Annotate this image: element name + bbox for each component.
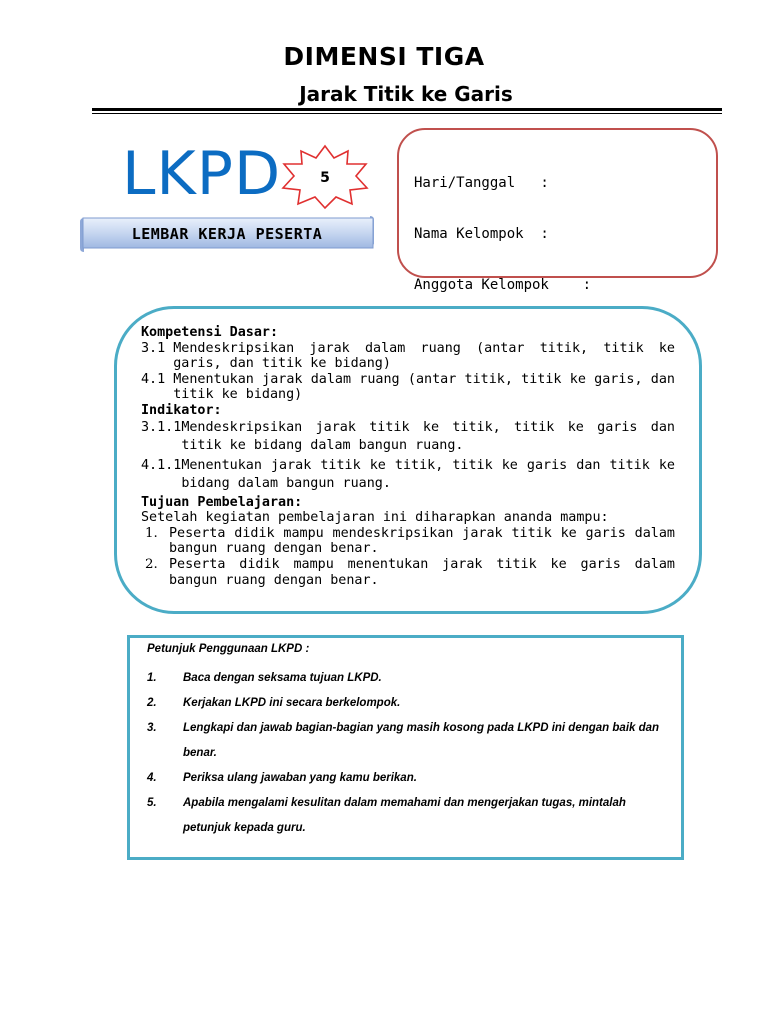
kd-item: 4.1 Menentukan jarak dalam ruang (antar titik, titik ke garis, dan titik ke bidang): [141, 371, 675, 403]
group-members-field-label: Anggota Kelompok :: [414, 277, 592, 293]
objective-item: 2. Peserta didik mampu menentukan jarak titik ke garis dalam bangun ruang dengan benar.: [145, 556, 675, 588]
document-subtitle: Jarak Titik ke Garis: [299, 82, 513, 106]
objective-heading: Tujuan Pembelajaran:: [141, 494, 303, 510]
kd-item: 3.1 Mendeskripsikan jarak dalam ruang (antar titik, titik ke garis, dan titik ke bidang): [141, 340, 675, 372]
instruction-item: 5. Apabila mengalami kesulitan dalam memahami dan mengerjakan tugas, mintalah petunjuk kepada guru.: [147, 797, 626, 834]
indicator-heading: Indikator:: [141, 402, 222, 418]
objective-item: 1. Peserta didik mampu mendeskripsikan jarak titik ke garis dalam bangun ruang dengan benar.: [145, 525, 675, 557]
objective-intro: Setelah kegiatan pembelajaran ini diharapkan ananda mampu:: [141, 510, 609, 526]
instruction-item: 2. Kerjakan LKPD ini secara berkelompok.: [147, 697, 401, 709]
instruction-item: 1. Baca dengan seksama tujuan LKPD.: [147, 672, 382, 684]
instruction-item: 4. Periksa ulang jawaban yang kamu berikan.: [147, 772, 417, 784]
competency-content: [141, 325, 675, 588]
document-title: DIMENSI TIGA: [283, 42, 485, 71]
title-rule-thick: [92, 108, 722, 111]
group-name-field-label: Nama Kelompok :: [414, 226, 549, 242]
date-field-label: Hari/Tanggal :: [414, 175, 549, 191]
title-rule-thin: [92, 113, 722, 114]
lkpd-logo-text: LKPD: [122, 139, 282, 209]
instructions-content: [147, 640, 675, 841]
indicator-item: 4.1.1 Menentukan jarak titik ke titik, titik ke garis dan titik ke bidang dalam bangun ruang.: [141, 457, 675, 491]
kd-heading: Kompetensi Dasar:: [141, 325, 279, 340]
instruction-item: 3. Lengkapi dan jawab bagian-bagian yang masih kosong pada LKPD ini dengan baik dan benar.: [147, 722, 660, 759]
instructions-heading: Petunjuk Penggunaan LKPD :: [147, 643, 310, 655]
identity-fields: [414, 141, 591, 311]
badge-number: 5: [320, 170, 330, 186]
star-badge: [280, 144, 370, 210]
indicator-item: 3.1.1 Mendeskripsikan jarak titik ke titik, titik ke garis dan titik ke bidang dalam bangun ruang.: [141, 419, 675, 453]
ribbon-label: LEMBAR KERJA PESERTA: [131, 225, 323, 243]
